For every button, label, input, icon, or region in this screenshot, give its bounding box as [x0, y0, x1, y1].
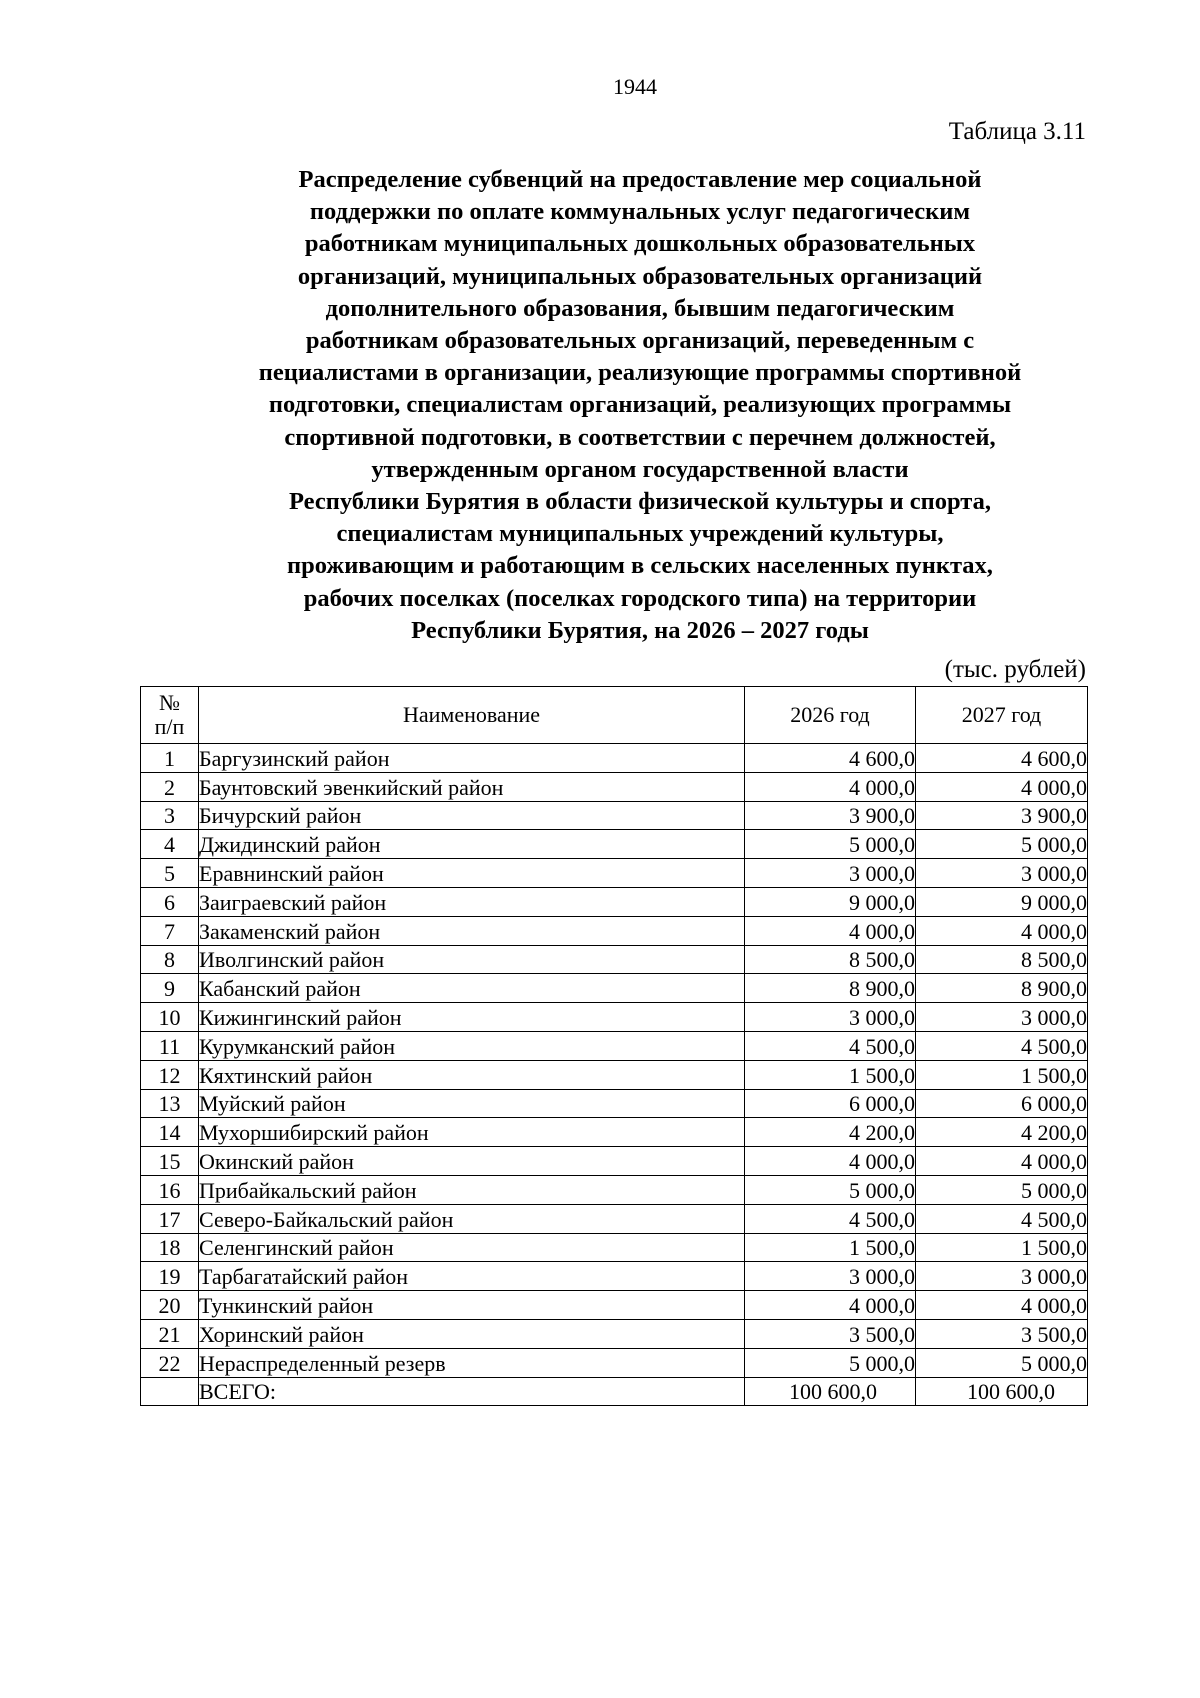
table-row — [141, 887, 1088, 916]
row-value-2027: 4 000,0 — [916, 1291, 1088, 1320]
row-value-2026: 4 600,0 — [745, 744, 916, 773]
total-value-2026: 100 600,0 — [745, 1377, 916, 1406]
row-num: 13 — [141, 1089, 199, 1118]
table-row — [141, 1233, 1088, 1262]
row-value-2027: 4 000,0 — [916, 1147, 1088, 1176]
row-value-2027: 3 000,0 — [916, 1262, 1088, 1291]
row-value-2026: 4 500,0 — [745, 1204, 916, 1233]
table-total-row — [141, 1377, 1088, 1406]
table-row — [141, 945, 1088, 974]
table-row — [141, 1060, 1088, 1089]
table-row — [141, 974, 1088, 1003]
row-value-2027: 1 500,0 — [916, 1060, 1088, 1089]
row-value-2026: 5 000,0 — [745, 830, 916, 859]
row-value-2027: 3 000,0 — [916, 859, 1088, 888]
row-value-2026: 1 500,0 — [745, 1233, 916, 1262]
row-num: 18 — [141, 1233, 199, 1262]
row-value-2026: 4 500,0 — [745, 1031, 916, 1060]
row-num: 17 — [141, 1204, 199, 1233]
table-row — [141, 916, 1088, 945]
row-name: Кижингинский район — [199, 1003, 745, 1032]
row-value-2027: 4 200,0 — [916, 1118, 1088, 1147]
total-num — [141, 1377, 199, 1406]
row-name: Баунтовский эвенкийский район — [199, 772, 745, 801]
row-num: 14 — [141, 1118, 199, 1147]
row-name: Иволгинский район — [199, 945, 745, 974]
row-name: Кяхтинский район — [199, 1060, 745, 1089]
row-num: 6 — [141, 887, 199, 916]
row-num: 4 — [141, 830, 199, 859]
row-name: Северо-Байкальский район — [199, 1204, 745, 1233]
row-value-2027: 4 500,0 — [916, 1204, 1088, 1233]
table-row — [141, 744, 1088, 773]
row-num: 15 — [141, 1147, 199, 1176]
row-value-2027: 4 000,0 — [916, 772, 1088, 801]
row-value-2026: 9 000,0 — [745, 887, 916, 916]
total-label: ВСЕГО: — [199, 1377, 745, 1406]
row-value-2027: 4 000,0 — [916, 916, 1088, 945]
row-num: 7 — [141, 916, 199, 945]
table-row — [141, 1291, 1088, 1320]
row-name: Кабанский район — [199, 974, 745, 1003]
row-name: Селенгинский район — [199, 1233, 745, 1262]
row-num: 20 — [141, 1291, 199, 1320]
table-header-row — [141, 687, 1088, 744]
row-value-2027: 5 000,0 — [916, 1348, 1088, 1377]
row-value-2026: 4 200,0 — [745, 1118, 916, 1147]
row-num: 1 — [141, 744, 199, 773]
row-value-2027: 8 900,0 — [916, 974, 1088, 1003]
row-value-2026: 6 000,0 — [745, 1089, 916, 1118]
row-value-2027: 1 500,0 — [916, 1233, 1088, 1262]
title-line: спортивной подготовки, в соответствии с перечнем должностей, — [284, 423, 996, 451]
header-year-2026: 2026 год — [745, 687, 916, 744]
title-line: дополнительного образования, бывшим педагогическим — [325, 294, 955, 322]
row-value-2026: 8 900,0 — [745, 974, 916, 1003]
row-num: 19 — [141, 1262, 199, 1291]
row-name: Джидинский район — [199, 830, 745, 859]
row-value-2027: 5 000,0 — [916, 1175, 1088, 1204]
table-row — [141, 772, 1088, 801]
table-row — [141, 859, 1088, 888]
table-row — [141, 801, 1088, 830]
row-num: 22 — [141, 1348, 199, 1377]
row-value-2027: 4 600,0 — [916, 744, 1088, 773]
row-name: Закаменский район — [199, 916, 745, 945]
table-row — [141, 1118, 1088, 1147]
row-num: 5 — [141, 859, 199, 888]
row-name: Муйский район — [199, 1089, 745, 1118]
table-body — [141, 744, 1088, 1406]
header-num-abbr: п/п — [154, 714, 185, 739]
row-value-2027: 3 000,0 — [916, 1003, 1088, 1032]
title-line: специалистам муниципальных учреждений культуры, — [336, 520, 944, 548]
row-value-2026: 3 900,0 — [745, 801, 916, 830]
title-line: проживающим и работающим в сельских населенных пунктах, — [287, 552, 993, 580]
row-value-2026: 3 500,0 — [745, 1319, 916, 1348]
table-row — [141, 1147, 1088, 1176]
row-num: 21 — [141, 1319, 199, 1348]
row-value-2026: 4 000,0 — [745, 1147, 916, 1176]
row-num: 12 — [141, 1060, 199, 1089]
table-row — [141, 830, 1088, 859]
table-row — [141, 1175, 1088, 1204]
row-value-2026: 3 000,0 — [745, 1003, 916, 1032]
row-value-2026: 8 500,0 — [745, 945, 916, 974]
row-name: Бичурский район — [199, 801, 745, 830]
table-row — [141, 1031, 1088, 1060]
row-value-2027: 3 900,0 — [916, 801, 1088, 830]
row-name: Курумканский район — [199, 1031, 745, 1060]
row-name: Прибайкальский район — [199, 1175, 745, 1204]
row-name: Хоринский район — [199, 1319, 745, 1348]
title-line: подготовки, специалистам организаций, реализующих программы — [268, 391, 1012, 419]
row-name: Еравнинский район — [199, 859, 745, 888]
header-year-2027: 2027 год — [916, 687, 1088, 744]
title-line: работникам муниципальных дошкольных образовательных — [304, 230, 976, 258]
title-line: работникам образовательных организаций, переведенным с — [305, 327, 975, 355]
row-value-2026: 4 000,0 — [745, 1291, 916, 1320]
title-line: утвержденным органом государственной власти — [371, 455, 909, 483]
table-label: Таблица 3.11 — [948, 118, 1086, 145]
row-value-2027: 6 000,0 — [916, 1089, 1088, 1118]
document-title — [190, 164, 1090, 647]
row-num: 10 — [141, 1003, 199, 1032]
title-line: Республики Бурятия, на 2026 – 2027 годы — [411, 616, 869, 644]
row-value-2027: 3 500,0 — [916, 1319, 1088, 1348]
table-row — [141, 1319, 1088, 1348]
title-line: Республики Бурятия в области физической культуры и спорта, — [289, 488, 991, 516]
table-row — [141, 1204, 1088, 1233]
row-name: Баргузинский район — [199, 744, 745, 773]
row-num: 3 — [141, 801, 199, 830]
row-num: 8 — [141, 945, 199, 974]
table-row — [141, 1348, 1088, 1377]
row-name: Окинский район — [199, 1147, 745, 1176]
row-value-2027: 8 500,0 — [916, 945, 1088, 974]
row-num: 11 — [141, 1031, 199, 1060]
row-name: Нераспределенный резерв — [199, 1348, 745, 1377]
row-name: Тарбагатайский район — [199, 1262, 745, 1291]
row-value-2027: 4 500,0 — [916, 1031, 1088, 1060]
header-num — [141, 687, 199, 744]
row-name: Заиграевский район — [199, 887, 745, 916]
title-line: рабочих поселках (поселках городского типа) на территории — [303, 584, 977, 612]
row-num: 2 — [141, 772, 199, 801]
table-row — [141, 1262, 1088, 1291]
page-number: 1944 — [613, 74, 657, 99]
table-row — [141, 1089, 1088, 1118]
row-num: 16 — [141, 1175, 199, 1204]
row-value-2027: 9 000,0 — [916, 887, 1088, 916]
title-line: организаций, муниципальных образовательных организаций — [297, 262, 983, 290]
header-name: Наименование — [199, 687, 745, 744]
row-value-2027: 5 000,0 — [916, 830, 1088, 859]
row-value-2026: 4 000,0 — [745, 916, 916, 945]
row-value-2026: 3 000,0 — [745, 1262, 916, 1291]
row-name: Мухоршибирский район — [199, 1118, 745, 1147]
table-row — [141, 1003, 1088, 1032]
units-label: (тыс. рублей) — [944, 656, 1086, 683]
subvention-table — [140, 686, 1088, 1406]
row-value-2026: 5 000,0 — [745, 1175, 916, 1204]
title-line: Распределение субвенций на предоставление мер социальной — [298, 166, 982, 193]
row-value-2026: 3 000,0 — [745, 859, 916, 888]
title-line: поддержки по оплате коммунальных услуг педагогическим — [309, 198, 971, 226]
row-value-2026: 1 500,0 — [745, 1060, 916, 1089]
header-num-symbol: № — [159, 690, 180, 715]
row-value-2026: 5 000,0 — [745, 1348, 916, 1377]
row-name: Тункинский район — [199, 1291, 745, 1320]
row-value-2026: 4 000,0 — [745, 772, 916, 801]
total-value-2027: 100 600,0 — [916, 1377, 1088, 1406]
row-num: 9 — [141, 974, 199, 1003]
title-line: пециалистами в организации, реализующие программы спортивной — [258, 359, 1022, 387]
